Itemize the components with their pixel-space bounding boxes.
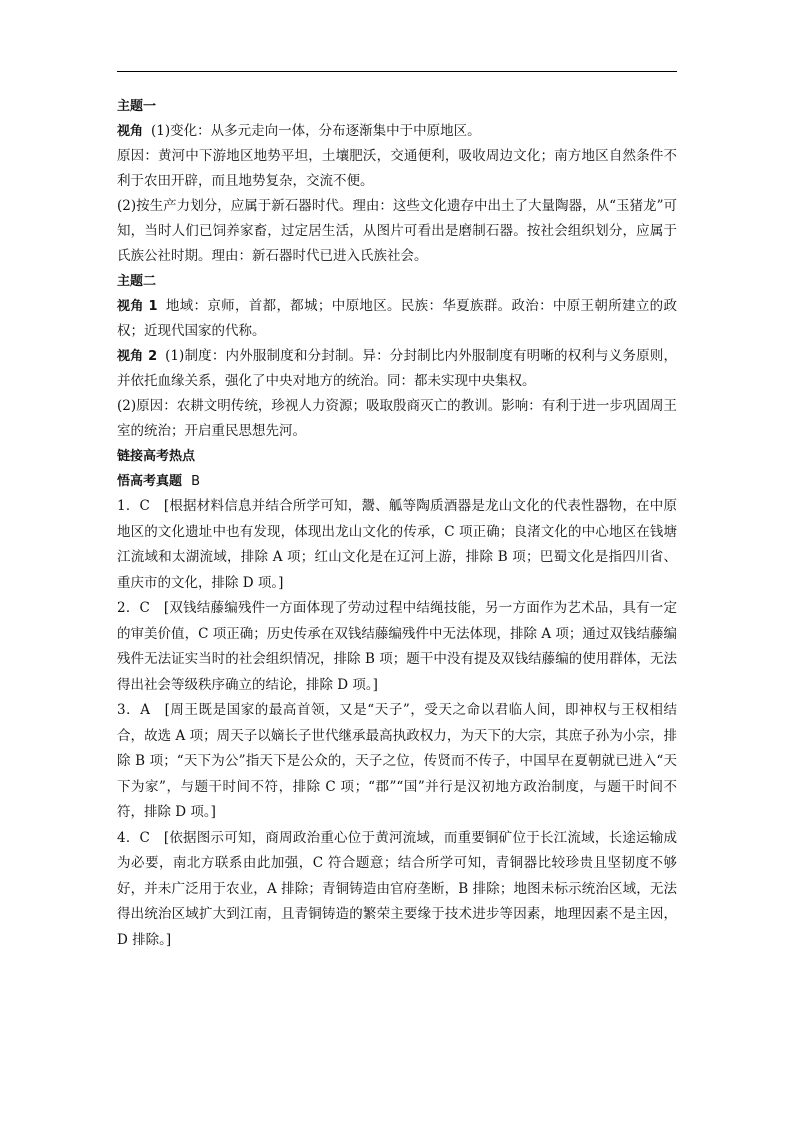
theme2-angle1-label: 视角 1 — [117, 299, 158, 314]
theme2-heading: 主题二 — [117, 274, 157, 289]
theme1-angle-paragraph — [117, 119, 677, 144]
theme1-angle-label: 视角 — [117, 124, 144, 139]
theme1-reason-text: 原因：黄河中下游地区地势平坦，土壤肥沃，交通便利，吸收周边文化；南方地区自然条件不利于农田开辟，而且地势复杂，交流不便。 — [117, 148, 677, 189]
theme2-reason-text: (2)原因：农耕文明传统，珍视人力资源；吸取殷商灭亡的教训。影响：有利于进一步巩固周王室的统治；开启重民思想先河。 — [117, 398, 677, 439]
exam-heading-line — [117, 469, 677, 494]
link-heading: 链接高考热点 — [117, 449, 196, 464]
exam-heading: 悟高考真题 — [117, 474, 183, 489]
theme2-angle2-paragraph — [117, 344, 677, 394]
answer-item-4: 4．C [依据图示可知，商周政治重心位于黄河流域，而重要铜矿位于长江流域，长途运输成为必要，南北方联系由此加强，C 符合题意；结合所学可知，青铜器比较珍贵且坚韧度不够好，并未广泛用于农业，A 排除；青铜铸造由官府垄断，B 排除；地图未标示统治区域，无法得出统治区域扩大到江南，且青铜铸造的繁荣主要缘于技术进步等因素，地理因素不是主因，D 排除。] — [117, 829, 677, 948]
answer-item-3: 3．A [周王既是国家的最高首领，又是“天子”，受天之命以君临人间，即神权与王权相结合，故选 A 项；周天子以嫡长子世代继承最高执政权力，为天下的大宗，其庶子孙为小宗，排除 B 项；“天下为公”指天下是公众的，天子之位，传贤而不传子，中国早在夏朝就已进入“天下为家”，与题干时间不符，排除 C 项；“郡”“国”并行是汉初地方政治制度，与题干时间不符，排除 D 项。] — [117, 702, 677, 820]
header-rule — [117, 71, 677, 72]
theme2-angle1-paragraph — [117, 294, 677, 344]
answer-item-1: 1．C [根据材料信息并结合所学可知，鬶、觚等陶质酒器是龙山文化的代表性器物，在中原地区的文化遗址中也有发现，体现出龙山文化的传承，C 项正确；良渚文化的中心地区在钱塘江流域和太湖流域，排除 A 项；红山文化是在辽河上游，排除 B 项；巴蜀文化是指四川省、重庆市的文化，排除 D 项。] — [117, 498, 677, 591]
theme1-heading: 主题一 — [117, 99, 157, 114]
theme1-change-text: (1)变化：从多元走向一体，分布逐渐集中于中原地区。 — [151, 123, 481, 139]
theme2-angle2-label: 视角 2 — [117, 349, 158, 364]
theme2-angle1-text: 地域：京师，首都，都城；中原地区。民族：华夏族群。政治：中原王朝所建立的政权；近现代国家的代称。 — [117, 298, 677, 339]
theme2-angle2-text: (1)制度：内外服制度和分封制。异：分封制比内外服制度有明晰的权利与义务原则，并依托血缘关系，强化了中央对地方的统治。同：都未实现中央集权。 — [117, 348, 677, 389]
theme1-period-text: (2)按生产力划分，应属于新石器时代。理由：这些文化遗存中出土了大量陶器，从“玉猪龙”可知，当时人们已饲养家畜，过定居生活，从图片可看出是磨制石器。按社会组织划分，应属于氏族公社时期。理由：新石器时代已进入氏族社会。 — [117, 198, 677, 264]
answer-item-2: 2．C [双钱结藤编残件一方面体现了劳动过程中结绳技能，另一方面作为艺术品，具有一定的审美价值，C 项正确；历史传承在双钱结藤编残件中无法体现，排除 A 项；通过双钱结藤编残件无法证实当时的社会组织情况，排除 B 项；题干中没有提及双钱结藤编的使用群体，无法得出社会等级秩序确立的结论，排除 D 项。] — [117, 600, 677, 693]
answer-list — [117, 494, 677, 953]
exam-answer: B — [191, 474, 200, 489]
document-body — [117, 94, 677, 953]
